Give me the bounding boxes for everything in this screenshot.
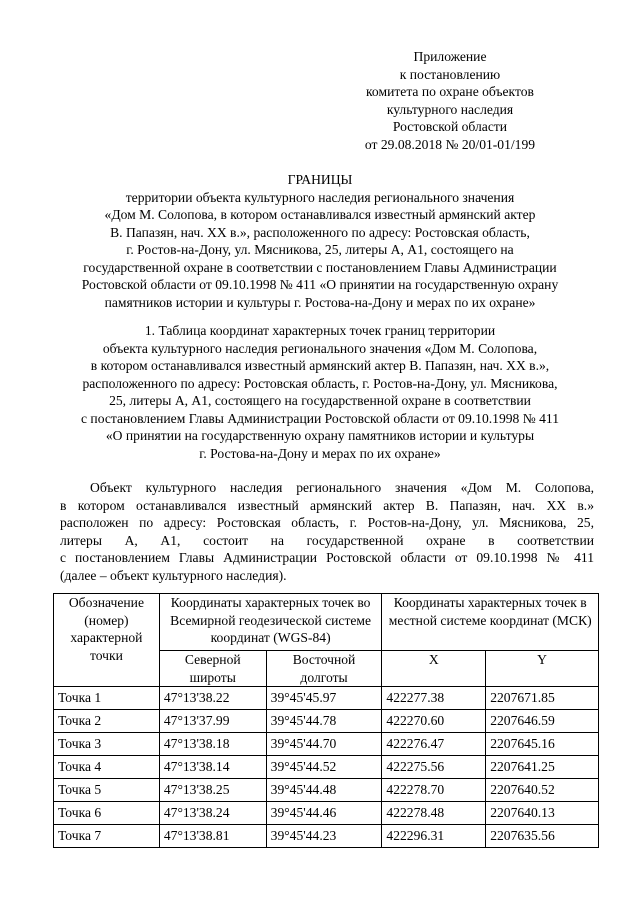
section-line: 1. Таблица координат характерных точек границ территории bbox=[144, 323, 496, 338]
cell-point: Точка 3 bbox=[54, 733, 160, 756]
cell-y: 2207640.13 bbox=[486, 802, 599, 825]
appendix-line: Ростовской области bbox=[392, 119, 508, 134]
paragraph-line: Объект культурного наследия регионального значения «Дом М. Солопова, bbox=[90, 480, 594, 495]
cell-lat: 47°13'38.25 bbox=[159, 779, 266, 802]
paragraph-line: расположен по адресу: Ростовская область, г. Ростов-на-Дону, ул. Мясникова, 25, bbox=[60, 515, 594, 530]
title-line: памятников истории и культуры г. Ростова-на-Дону и мерах по их охране» bbox=[104, 294, 536, 310]
cell-point: Точка 5 bbox=[54, 779, 160, 802]
header-y: Y bbox=[486, 651, 599, 687]
header-lon: Восточной долготы bbox=[266, 651, 382, 687]
header-point: Обозначение (номер) характерной точки bbox=[54, 594, 160, 687]
table-row bbox=[54, 756, 599, 779]
header-x: X bbox=[382, 651, 486, 687]
appendix-line: Приложение bbox=[413, 49, 487, 64]
cell-lon: 39°45'44.23 bbox=[266, 825, 382, 848]
paragraph-line: с постановлением Главы Администрации Ростовской области от 09.10.1998 № 411 bbox=[60, 550, 594, 565]
table-row bbox=[54, 710, 599, 733]
table-row bbox=[54, 687, 599, 710]
appendix-line: комитета по охране объектов bbox=[366, 84, 534, 99]
cell-lon: 39°45'44.78 bbox=[266, 710, 382, 733]
cell-x: 422296.31 bbox=[382, 825, 486, 848]
cell-y: 2207640.52 bbox=[486, 779, 599, 802]
title-line: Ростовской области от 09.10.1998 № 411 «О принятии на государственную охрану bbox=[81, 277, 559, 292]
cell-x: 422276.47 bbox=[382, 733, 486, 756]
paragraph-line: (далее – объект культурного наследия). bbox=[60, 567, 287, 583]
cell-x: 422278.70 bbox=[382, 779, 486, 802]
appendix-line: к постановлению bbox=[399, 66, 501, 82]
table-row bbox=[54, 733, 599, 756]
cell-x: 422270.60 bbox=[382, 710, 486, 733]
cell-lon: 39°45'45.97 bbox=[266, 687, 382, 710]
section-line: объекта культурного наследия регионального значения «Дом М. Солопова, bbox=[102, 340, 538, 356]
cell-y: 2207641.25 bbox=[486, 756, 599, 779]
section-line: с постановлением Главы Администрации Ростовской области от 09.10.1998 № 411 bbox=[80, 410, 559, 426]
title-heading: ГРАНИЦЫ bbox=[287, 172, 353, 187]
title-line: г. Ростов-на-Дону, ул. Мясникова, 25, литеры А, А1, состоящего на bbox=[126, 242, 514, 257]
header-wgs: Координаты характерных точек во Всемирной геодезической системе координат (WGS-84) bbox=[159, 594, 382, 651]
cell-lon: 39°45'44.70 bbox=[266, 733, 382, 756]
coordinates-table bbox=[53, 593, 599, 848]
title-line: государственной охране в соответствии с постановлением Главы Администрации bbox=[83, 259, 557, 275]
cell-y: 2207645.16 bbox=[486, 733, 599, 756]
cell-lon: 39°45'44.48 bbox=[266, 779, 382, 802]
cell-lat: 47°13'38.18 bbox=[159, 733, 266, 756]
table-row bbox=[54, 802, 599, 825]
section-line: в котором останавливался известный армянский актер В. Папазян, нач. XX в.», bbox=[90, 358, 550, 373]
description-paragraph bbox=[60, 479, 594, 584]
cell-lon: 39°45'44.52 bbox=[266, 756, 382, 779]
appendix-line: культурного наследия bbox=[386, 101, 514, 117]
document-title bbox=[60, 171, 580, 311]
title-line: «Дом М. Солопова, в котором останавливался известный армянский актер bbox=[104, 207, 536, 222]
cell-point: Точка 2 bbox=[54, 710, 160, 733]
paragraph-line: литеры А, А1, состоит на государственной охране в соответствии bbox=[60, 532, 594, 548]
cell-lat: 47°13'38.22 bbox=[159, 687, 266, 710]
cell-x: 422277.38 bbox=[382, 687, 486, 710]
table-row bbox=[54, 825, 599, 848]
cell-x: 422278.48 bbox=[382, 802, 486, 825]
paragraph-line: в котором останавливался известный армянский актер В. Папазян, нач. XX в.» bbox=[60, 497, 594, 513]
section-line: г. Ростова-на-Дону и мерах по их охране» bbox=[199, 445, 441, 461]
header-msk: Координаты характерных точек в местной системе координат (МСК) bbox=[382, 594, 599, 651]
table-row bbox=[54, 779, 599, 802]
cell-y: 2207646.59 bbox=[486, 710, 599, 733]
title-line: территории объекта культурного наследия регионального значения bbox=[125, 189, 515, 205]
cell-y: 2207635.56 bbox=[486, 825, 599, 848]
cell-point: Точка 4 bbox=[54, 756, 160, 779]
cell-lon: 39°45'44.46 bbox=[266, 802, 382, 825]
cell-lat: 47°13'38.81 bbox=[159, 825, 266, 848]
cell-lat: 47°13'38.14 bbox=[159, 756, 266, 779]
header-lat: Северной широты bbox=[159, 651, 266, 687]
section-line: 25, литеры А, А1, состоящего на государственной охране в соответствии bbox=[109, 393, 531, 408]
cell-point: Точка 1 bbox=[54, 687, 160, 710]
appendix-block bbox=[330, 48, 570, 153]
cell-lat: 47°13'37.99 bbox=[159, 710, 266, 733]
cell-x: 422275.56 bbox=[382, 756, 486, 779]
title-line: В. Папазян, нач. XX в.», расположенного по адресу: Ростовская область, bbox=[110, 224, 530, 240]
cell-y: 2207671.85 bbox=[486, 687, 599, 710]
cell-lat: 47°13'38.24 bbox=[159, 802, 266, 825]
section-heading bbox=[60, 322, 580, 462]
section-line: расположенного по адресу: Ростовская область, г. Ростов-на-Дону, ул. Мясникова, bbox=[82, 375, 558, 391]
cell-point: Точка 6 bbox=[54, 802, 160, 825]
section-line: «О принятии на государственную охрану памятников истории и культуры bbox=[105, 428, 535, 443]
appendix-line: от 29.08.2018 № 20/01-01/199 bbox=[364, 136, 536, 152]
cell-point: Точка 7 bbox=[54, 825, 160, 848]
